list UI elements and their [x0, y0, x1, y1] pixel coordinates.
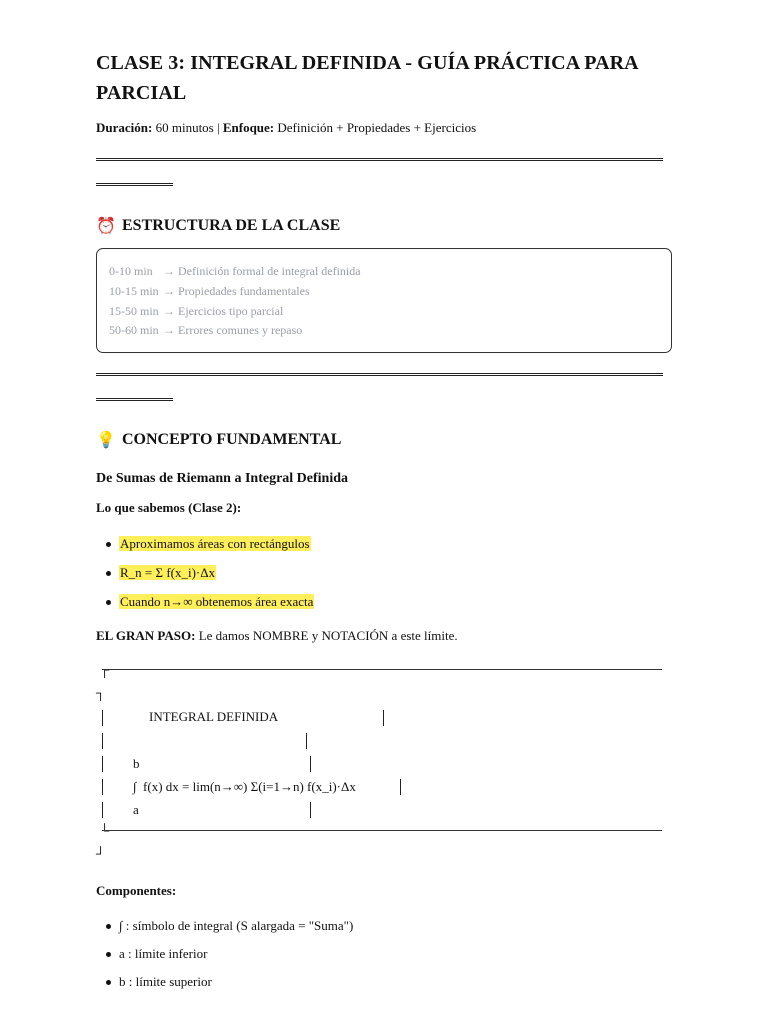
known-label: Lo que sabemos (Clase 2):	[96, 500, 242, 515]
integral-formula: ∫ f(x) dx = lim(n→∞) Σ(i=1→n) f(x_i)·Δx	[133, 779, 356, 794]
highlighted-text: R_n = Σ f(x_i)·Δx	[120, 565, 216, 580]
box-right-border	[383, 710, 384, 726]
formula-title: INTEGRAL DEFINIDA	[149, 709, 279, 724]
list-item	[96, 564, 314, 582]
duration-label: Duración:	[96, 120, 153, 135]
box-right-border	[310, 756, 311, 772]
big-step-paragraph	[96, 627, 458, 645]
components-list	[96, 917, 353, 991]
schedule-time: 10-15 min	[109, 283, 159, 298]
focus-label: Enfoque:	[222, 120, 275, 135]
big-step-text: Le damos NOMBRE y NOTACIÓN a este límite.	[195, 628, 458, 643]
schedule-row	[109, 282, 659, 302]
highlighted-text: Aproximamos áreas con rectángulos	[120, 536, 310, 551]
schedule-text: → Definición formal de integral definida	[163, 264, 361, 278]
box-corner-top-left: ┌	[100, 662, 110, 677]
schedule-row	[109, 302, 659, 322]
concept-heading	[96, 429, 341, 452]
schedule-time: 50-60 min	[109, 323, 159, 338]
box-corner-top-right: ┐	[96, 685, 106, 700]
highlighted-text: Cuando n→∞ obtenemos área exacta	[120, 594, 314, 609]
alarm-clock-icon: ⏰	[96, 218, 116, 235]
box-left-border	[102, 802, 103, 818]
box-left-border	[102, 756, 103, 772]
box-left-border	[102, 733, 103, 749]
box-right-border	[310, 802, 311, 818]
divider	[96, 183, 173, 186]
focus-value: Definición + Propiedades + Ejercicios	[274, 120, 477, 135]
upper-limit: b	[133, 756, 140, 771]
concept-heading-text: CONCEPTO FUNDAMENTAL	[122, 431, 342, 448]
divider	[96, 158, 663, 161]
list-item	[96, 535, 314, 553]
box-right-border	[306, 733, 307, 749]
list-item	[96, 593, 314, 611]
box-corner-bottom-right: ┘	[96, 846, 106, 861]
schedule-row	[109, 321, 659, 341]
components-label: Componentes:	[96, 883, 177, 898]
known-list	[96, 535, 314, 611]
box-left-border	[102, 710, 103, 726]
schedule-text: → Ejercicios tipo parcial	[163, 303, 284, 318]
structure-heading	[96, 215, 340, 238]
list-item: a : límite inferior	[96, 945, 353, 963]
big-step-label: EL GRAN PASO:	[96, 628, 196, 643]
schedule-text: → Propiedades fundamentales	[163, 283, 310, 298]
schedule-text: → Errores comunes y repaso	[163, 323, 303, 338]
riemann-subheading: De Sumas de Riemann a Integral Definida	[96, 471, 349, 486]
lower-limit: a	[133, 802, 139, 817]
schedule-time: 15-50 min	[109, 303, 159, 318]
duration-value: 60 minutos |	[152, 120, 223, 135]
box-right-border	[400, 779, 401, 795]
divider	[96, 398, 173, 401]
list-item: b : límite superior	[96, 973, 353, 991]
box-top-border	[102, 669, 662, 670]
light-bulb-icon: 💡	[96, 432, 116, 449]
box-left-border	[102, 779, 103, 795]
page-title: CLASE 3: INTEGRAL DEFINIDA - GUÍA PRÁCTICA PARA PARCIAL	[96, 52, 638, 104]
class-meta	[96, 119, 476, 137]
list-item: ∫ : símbolo de integral (S alargada = "Suma")	[96, 917, 353, 935]
box-corner-bottom-left: └	[100, 823, 110, 838]
divider	[96, 373, 663, 376]
schedule-row	[109, 262, 659, 282]
box-bottom-border	[102, 830, 662, 831]
structure-heading-text: ESTRUCTURA DE LA CLASE	[122, 217, 341, 234]
schedule-box	[96, 248, 672, 353]
schedule-time: 0-10 min	[109, 264, 153, 278]
